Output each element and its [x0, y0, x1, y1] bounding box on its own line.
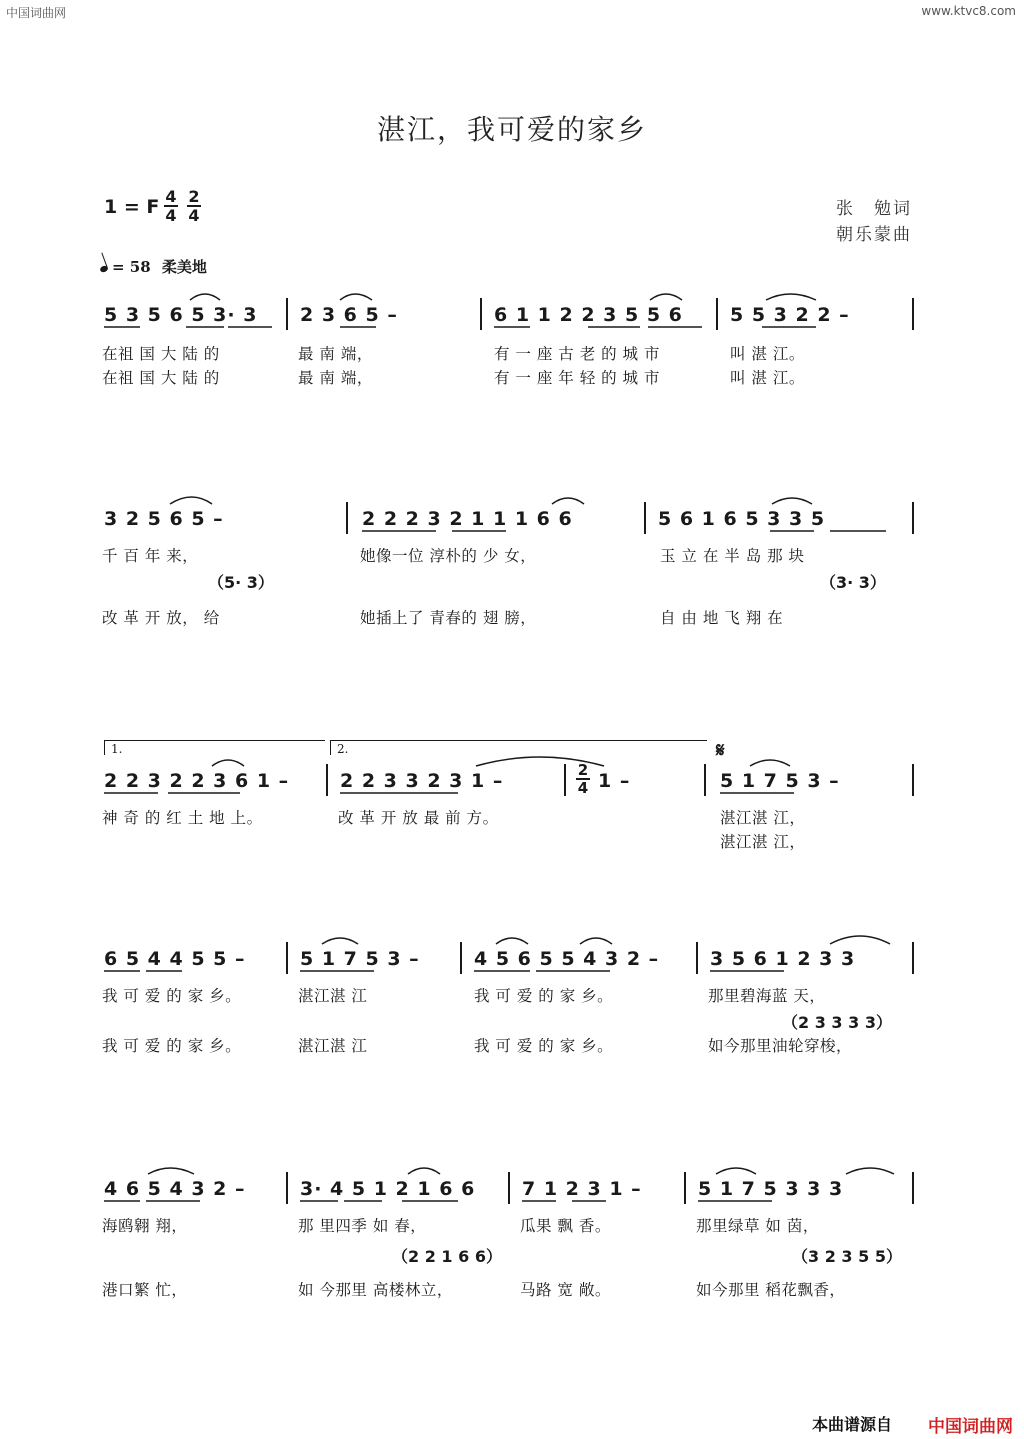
- slur: [650, 294, 682, 300]
- s4-lyric-1-2: 湛江湛 江: [298, 987, 368, 1005]
- s4-lyric-2-2: 湛江湛 江: [298, 1037, 368, 1055]
- slur: [552, 498, 584, 504]
- s5-sub-1: （2 2 1 6 6）: [392, 1247, 502, 1266]
- composer-credit: 朝乐蒙曲: [836, 225, 912, 245]
- time-sig-change-bottom: 4: [577, 779, 589, 797]
- s4-sub-1: （2 3 3 3 3）: [782, 1013, 892, 1032]
- time-sig-1-top: 4: [165, 187, 177, 206]
- s2-measure-1: 3 2 5 6 5 –: [104, 508, 224, 530]
- s3-measure-2: 2 2 3 3 2 3 1 –: [340, 770, 504, 792]
- s5-lyric-1-1: 海鸥翱 翔，: [102, 1217, 188, 1235]
- slur: [496, 938, 528, 944]
- s3-measure-3: 1 –: [598, 770, 631, 792]
- s4-lyric-2-3: 我 可 爱 的 家 乡。: [474, 1037, 614, 1055]
- slur: [580, 938, 612, 944]
- time-sig-2-bottom: 4: [188, 206, 200, 225]
- s1-measure-2: 2 3 6 5 –: [300, 304, 398, 326]
- footer-brand: 中国词曲网: [928, 1417, 1013, 1437]
- s1-lyric-2-2: 最 南 端，: [298, 369, 373, 387]
- s1-lyric-1-4: 叫 湛 江。: [730, 345, 805, 363]
- s2-lyric-2-3: 自 由 地 飞 翔 在: [660, 609, 784, 627]
- s2-measure-3: 5 6 1 6 5 3 3 5: [658, 508, 826, 530]
- slur: [476, 757, 604, 766]
- s3-lyric-1-1: 神 奇 的 红 土 地 上。: [102, 809, 263, 827]
- time-sig-change-top: 2: [577, 761, 589, 779]
- time-sig-2-top: 2: [188, 187, 200, 206]
- s5-lyric-1-3: 瓜果 飘 香。: [520, 1217, 611, 1235]
- s5-lyric-2-3: 马路 宽 敞。: [520, 1281, 611, 1299]
- time-sig-1-bottom: 4: [165, 206, 177, 225]
- slur: [190, 294, 220, 300]
- s3-lyric-2-4: 湛江湛 江，: [720, 833, 806, 851]
- segno-icon: 𝄋: [716, 738, 725, 762]
- s2-lyric-1-3: 玉 立 在 半 岛 那 块: [660, 547, 805, 565]
- s2-lyric-2-2: 她插上了 青春的 翅 膀，: [360, 609, 537, 627]
- s1-lyric-1-1: 在祖 国 大 陆 的: [102, 345, 220, 363]
- s5-sub-2: （3 2 3 5 5）: [792, 1247, 902, 1266]
- site-name-left: 中国词曲网: [6, 6, 67, 20]
- slur: [846, 1168, 894, 1174]
- s2-sub-1: （5· 3）: [208, 573, 274, 592]
- tempo-value: = 58: [112, 258, 151, 276]
- s1-lyric-2-4: 叫 湛 江。: [730, 369, 805, 387]
- slur: [170, 497, 212, 504]
- s5-lyric-1-2: 那 里四季 如 春，: [298, 1217, 427, 1235]
- s1-measure-4: 5 5 3 2 2 –: [730, 304, 850, 326]
- volta-2: 2.: [330, 740, 707, 755]
- s2-lyric-1-2: 她像一位 淳朴的 少 女，: [360, 547, 537, 565]
- s4-lyric-2-1: 我 可 爱 的 家 乡。: [102, 1037, 242, 1055]
- s1-measure-1: 5 3 5 6 5 3· 3: [104, 304, 258, 326]
- lyricist-credit: 张 勉词: [836, 199, 912, 219]
- s1-lyric-1-3: 有 一 座 古 老 的 城 市: [494, 345, 660, 363]
- s5-lyric-1-4: 那里绿草 如 茵，: [696, 1217, 819, 1235]
- s4-measure-3: 4 5 6 5 5 4 3 2 –: [474, 948, 660, 970]
- s2-sub-2: （3· 3）: [820, 573, 886, 592]
- slur: [322, 938, 358, 944]
- s5-measure-1: 4 6 5 4 3 2 –: [104, 1178, 246, 1200]
- s5-measure-2: 3· 4 5 1 2 1 6 6: [300, 1178, 476, 1200]
- s2-lyric-1-1: 千 百 年 来，: [102, 547, 199, 565]
- s5-measure-4: 5 1 7 5 3 3 3: [698, 1178, 844, 1200]
- slur: [340, 294, 372, 300]
- s4-lyric-1-1: 我 可 爱 的 家 乡。: [102, 987, 242, 1005]
- s4-lyric-2-4: 如今那里油轮穿梭，: [708, 1037, 853, 1055]
- slur: [750, 760, 790, 766]
- s4-measure-4: 3 5 6 1 2 3 3: [710, 948, 856, 970]
- s1-lyric-1-2: 最 南 端，: [298, 345, 373, 363]
- s3-measure-1: 2 2 3 2 2 3 6 1 –: [104, 770, 290, 792]
- slur: [830, 936, 890, 944]
- key-signature: 1 = F: [104, 196, 160, 218]
- song-title: 湛江，我可爱的家乡: [376, 113, 647, 146]
- s5-lyric-2-4: 如今那里 稻花飘香，: [696, 1281, 846, 1299]
- s1-lyric-2-3: 有 一 座 年 轻 的 城 市: [494, 369, 660, 387]
- s2-lyric-2-1: 改 革 开 放， 给: [102, 609, 220, 627]
- s3-measure-4: 5 1 7 5 3 –: [720, 770, 840, 792]
- slur: [148, 1168, 194, 1174]
- slur: [408, 1168, 440, 1174]
- slur: [772, 498, 812, 504]
- s5-measure-3: 7 1 2 3 1 –: [522, 1178, 642, 1200]
- s3-lyric-1-4: 湛江湛 江，: [720, 809, 806, 827]
- s5-lyric-2-1: 港口繁 忙，: [102, 1281, 188, 1299]
- volta-1: 1.: [104, 740, 325, 755]
- s5-lyric-2-2: 如 今那里 高楼林立，: [298, 1281, 453, 1299]
- s1-lyric-2-1: 在祖 国 大 陆 的: [102, 369, 220, 387]
- slur: [766, 294, 816, 300]
- s4-lyric-1-4: 那里碧海蓝 天，: [708, 987, 826, 1005]
- s1-measure-3: 6 1 1 2 2 3 5 5 6: [494, 304, 683, 326]
- s4-lyric-1-3: 我 可 爱 的 家 乡。: [474, 987, 614, 1005]
- slur: [716, 1168, 756, 1174]
- s3-lyric-1-2: 改 革 开 放 最 前 方。: [338, 809, 499, 827]
- slur: [212, 760, 244, 766]
- s2-measure-2: 2 2 2 3 2 1 1 1 6 6: [362, 508, 573, 530]
- s4-measure-1: 6 5 4 4 5 5 –: [104, 948, 246, 970]
- footer-source-label: 本曲谱源自: [812, 1415, 893, 1434]
- tempo-expression: 柔美地: [161, 258, 207, 276]
- site-url-right: www.ktvc8.com: [921, 4, 1016, 18]
- s4-measure-2: 5 1 7 5 3 –: [300, 948, 420, 970]
